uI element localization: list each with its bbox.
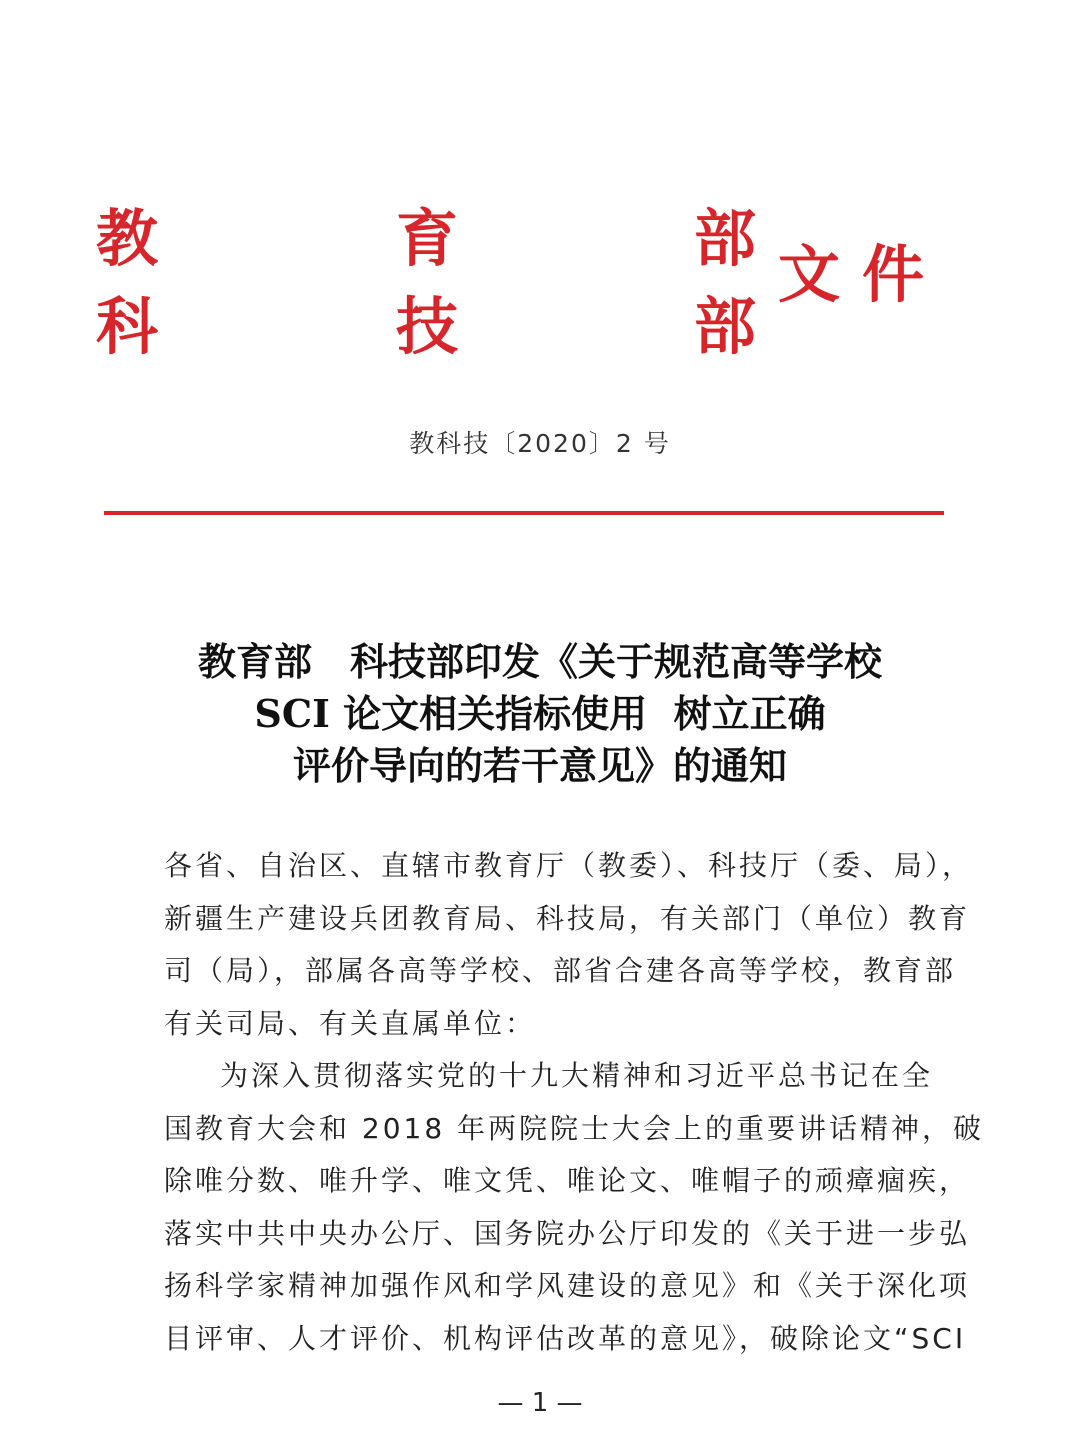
- header-char-jiao: 教: [96, 202, 159, 275]
- notice-body: [164, 840, 985, 1365]
- header-char-bu-1: 部: [694, 202, 757, 275]
- document-number: 教科技〔2020〕2 号: [409, 429, 671, 458]
- body-line: 落实中共中央办公厅、国务院办公厅印发的《关于进一步弘: [164, 1216, 971, 1250]
- header-divider: [104, 511, 944, 515]
- notice-title: [90, 636, 990, 792]
- header-char-yu: 育: [396, 202, 459, 275]
- title-line: SCI 论文相关指标使用 树立正确: [254, 691, 826, 736]
- body-line: 各省、自治区、直辖市教育厅（教委）、科技厅（委、局），: [164, 849, 974, 882]
- page-number: — 1 —: [497, 1388, 583, 1418]
- header-char-ji: 技: [396, 290, 459, 363]
- body-line: 司（局），部属各高等学校、部省合建各高等学校，教育部: [164, 954, 957, 987]
- body-line: 国教育大会和 2018 年两院院士大会上的重要讲话精神，破: [164, 1111, 985, 1145]
- title-line: 教育部 科技部印发《关于规范高等学校: [197, 639, 882, 684]
- header-char-jian: 件: [862, 238, 925, 311]
- body-line: 新疆生产建设兵团教育局、科技局，有关部门（单位）教育: [164, 901, 971, 935]
- header-char-wen: 文: [778, 238, 841, 311]
- body-line: 为深入贯彻落实党的十九大精神和习近平总书记在全: [220, 1059, 934, 1092]
- title-line: 评价导向的若干意见》的通知: [292, 743, 787, 788]
- header-char-bu-2: 部: [694, 290, 757, 363]
- body-line: 除唯分数、唯升学、唯文凭、唯论文、唯帽子的顽瘴痼疾，: [164, 1164, 971, 1197]
- body-line: 目评审、人才评价、机构评估改革的意见》，破除论文“SCI: [164, 1321, 967, 1355]
- header-char-ke: 科: [96, 290, 159, 363]
- body-line: 扬科学家精神加强作风和学风建设的意见》和《关于深化项: [164, 1269, 971, 1302]
- body-line: 有关司局、有关直属单位：: [164, 1006, 537, 1040]
